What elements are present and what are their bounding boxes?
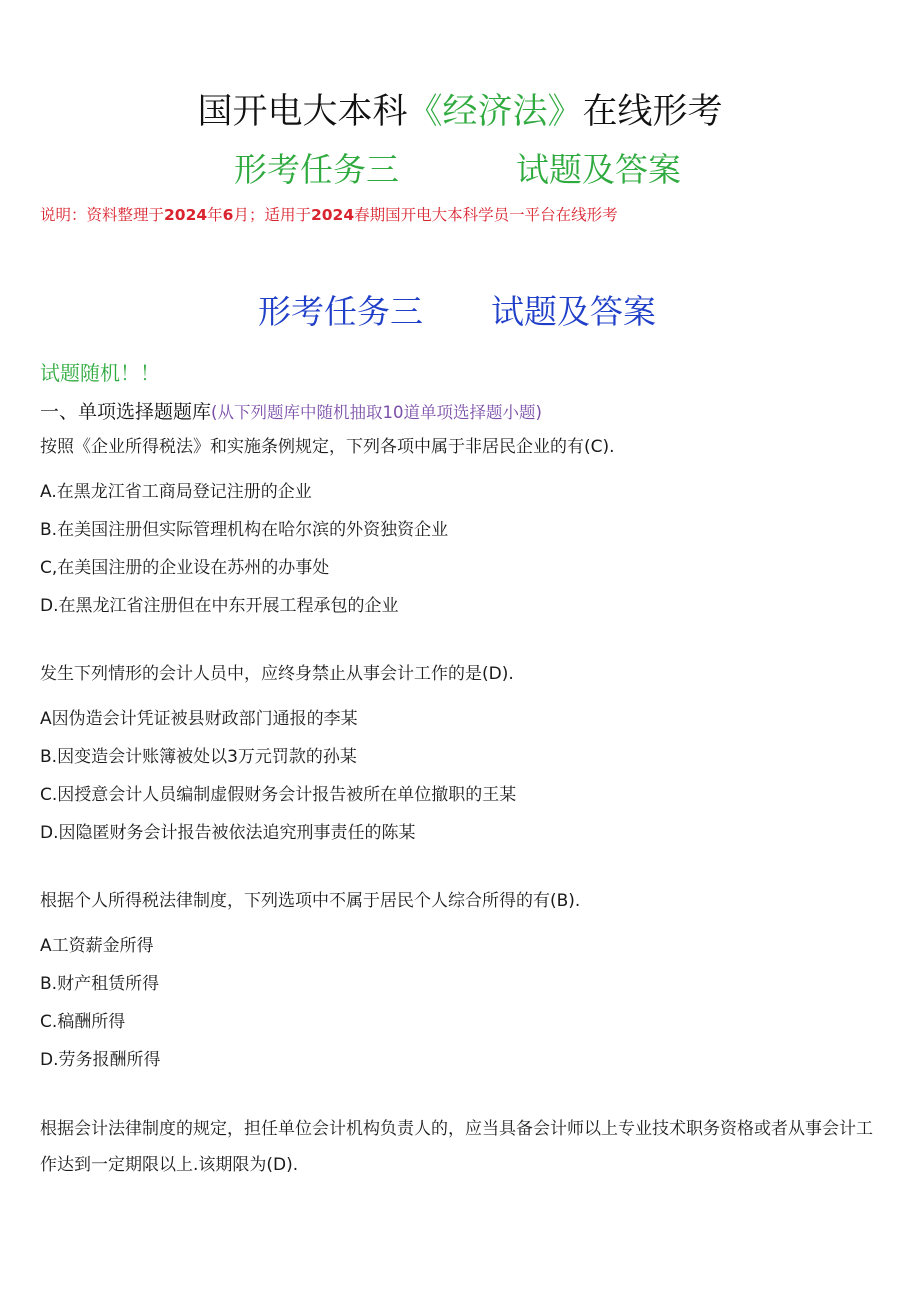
section-heading (0, 288, 920, 336)
section-title-text: 一、单项选择题题库 (40, 401, 212, 423)
title-suffix: 在线形考 (582, 92, 723, 132)
section-subtitle: (从下列题库中随机抽取10道单项选择题小题) (211, 403, 542, 422)
question-option: A因伪造会计凭证被县财政部门通报的李某 (40, 709, 358, 729)
title-prefix: 国开电大本科 (197, 92, 408, 132)
random-notice: 试题随机！！ (40, 361, 160, 385)
document-title (0, 88, 920, 136)
question-option: C,在美国注册的企业设在苏州的办事处 (40, 558, 330, 578)
question-option: D.在黑龙江省注册但在中东开展工程承包的企业 (40, 596, 399, 616)
note-year: 2024 (164, 206, 208, 224)
question-stem: 按照《企业所得税法》和实施条例规定，下列各项中属于非居民企业的有(C). (40, 437, 615, 457)
heading-answers: 试题及答案 (491, 292, 656, 331)
subtitle-answers: 试题及答案 (516, 150, 681, 189)
question-option: B.财产租赁所得 (40, 974, 160, 994)
document-subtitle (0, 146, 920, 194)
question-option: A工资薪金所得 (40, 936, 154, 956)
note-text: 年 (207, 206, 223, 224)
question-stem: 发生下列情形的会计人员中，应终身禁止从事会计工作的是(D). (40, 664, 514, 684)
note-year: 2024 (310, 206, 355, 224)
document-note (40, 203, 618, 227)
question-option: A.在黑龙江省工商局登记注册的企业 (40, 482, 312, 502)
question-option: B.因变造会计账簿被处以3万元罚款的孙某 (40, 747, 357, 767)
section-title (40, 398, 542, 427)
subtitle-task: 形考任务三 (234, 150, 399, 189)
question-stem: 根据个人所得税法律制度，下列选项中不属于居民个人综合所得的有(B). (40, 891, 581, 911)
heading-task: 形考任务三 (258, 292, 423, 331)
question-option: B.在美国注册但实际管理机构在哈尔滨的外资独资企业 (40, 520, 449, 540)
question-option: D.劳务报酬所得 (40, 1050, 161, 1070)
note-text: 月；适用于 (233, 206, 311, 224)
note-month: 6 (222, 206, 234, 224)
question-stem: 根据会计法律制度的规定，担任单位会计机构负责人的，应当具备会计师以上专业技术职务资格或者从事会计工作达到一定期限以上.该期限为(D). (40, 1119, 873, 1175)
question-option: C.因授意会计人员编制虚假财务会计报告被所在单位撤职的王某 (40, 785, 517, 805)
title-course-name: 《经济法》 (407, 92, 583, 132)
question-option: C.稿酬所得 (40, 1012, 126, 1032)
note-text: 说明：资料整理于 (40, 206, 165, 224)
question-option: D.因隐匿财务会计报告被依法追究刑事责任的陈某 (40, 823, 416, 843)
note-text: 春期国开电大本科学员一平台在线形考 (354, 206, 618, 224)
